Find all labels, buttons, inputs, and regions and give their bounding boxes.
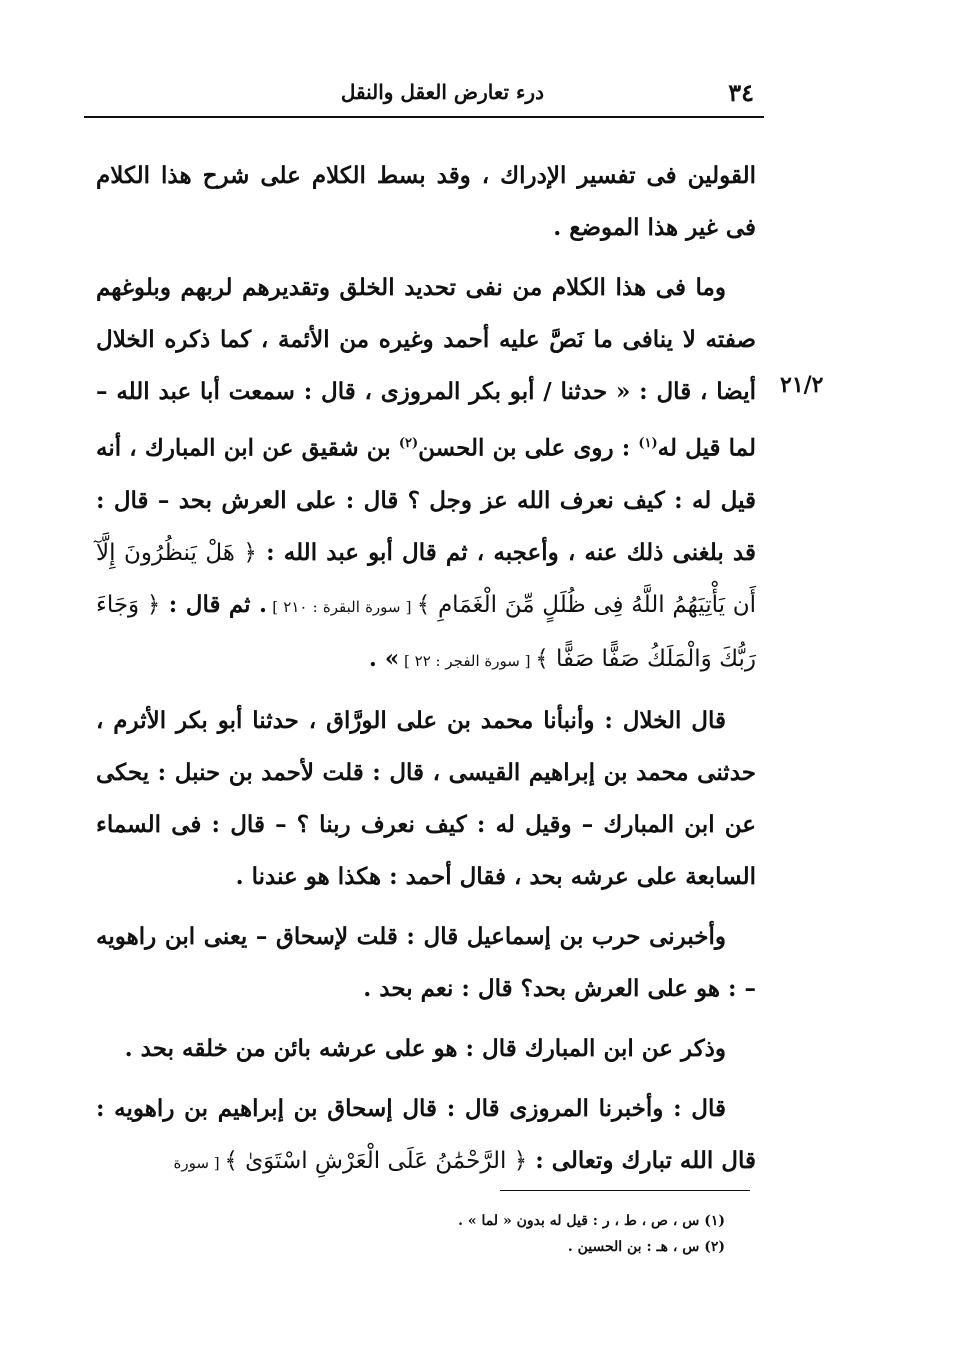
paragraph-2 (96, 262, 756, 687)
footnotes (380, 1208, 725, 1260)
margin-note: ٢١/٢ (780, 372, 824, 398)
paragraph-2-text-b: : روى على بن الحسن (418, 434, 639, 462)
paragraph-3-text: قال الخلال : وأنبأنا محمد بن على الورَّاق ، حدثنا أبو بكر الأثرم ، حدثنى محمد بن إبراهيم القيسى ، قال : قلت لأحمد بن حنبل : يحكى عن ابن المبارك – وقيل له : كيف نعرف ربنا ؟ – قال : فى السماء السابعة على عرشه بحد ، فقال أحمد : هكذا هو عندنا . (96, 706, 756, 890)
body-text (96, 150, 756, 1197)
footnote-1: (١) س ، ص ، ط ، ر : قيل له بدون « لما » . (458, 1213, 725, 1229)
page-number: ٣٤ (728, 78, 754, 107)
quran-verse-2: ﴿ وَجَاءَ رَبُّكَ وَالْمَلَكُ صَفًّا صَفًّا ﴾ (96, 591, 756, 672)
paragraph-2-text-c: بن شقيق عن ابن المبارك ، أنه قيل له : كيف نعرف الله عز وجل ؟ قال : على العرش بحد – قال : قد بلغنى ذلك عنه ، وأعجبه ، ثم قال أبو عبد الله : (96, 434, 756, 566)
paragraph-3 (96, 695, 756, 903)
paragraph-6-text: قال : وأخبرنا المروزى قال : قال إسحاق بن إبراهيم بن راهويه : قال الله تبارك وتعالى : (96, 1094, 756, 1174)
paragraph-6 (96, 1083, 756, 1189)
running-title: درء تعارض العقل والنقل (340, 80, 544, 104)
footnote-2: (٢) س ، هـ : بن الحسين . (567, 1239, 725, 1255)
surah-reference-1: [ سورة البقرة : ٢١٠ ] (267, 597, 417, 616)
header-rule (84, 116, 764, 118)
paragraph-4-text: وأخبرنى حرب بن إسماعيل قال : قلت لإسحاق – يعنى ابن راهويه – : هو على العرش بحد؟ قال : نعم بحد . (96, 922, 756, 1002)
paragraph-5-text: وذكر عن ابن المبارك قال : هو على عرشه بائن من خلقه بحد . (124, 1034, 726, 1062)
footnote-marker-1: (١) (638, 436, 658, 451)
paragraph-2-text-e: » . (368, 644, 400, 672)
quran-verse-1: ﴿ هَلْ يَنظُرُونَ إِلَّآ أَن يَأْتِيَهُمُ اللَّهُ فِى ظُلَلٍ مِّنَ الْغَمَامِ ﴾ (96, 539, 757, 618)
quran-verse-3: ﴿ الرَّحْمَٰنُ عَلَى الْعَرْشِ اسْتَوَىٰ ﴾ (224, 1147, 528, 1174)
paragraph-1-text: القولين فى تفسير الإدراك ، وقد بسط الكلام على شرح هذا الكلام فى غير هذا الموضع . (96, 162, 756, 241)
paragraph-1 (96, 150, 756, 254)
paragraph-2-text-d: . ثم قال : (160, 590, 268, 618)
paragraph-2-text-a: وما فى هذا الكلام من نفى تحديد الخلق وتقديرهم لربهم وبلوغهم صفته لا ينافى ما نَصَّ عليه أحمد وغيره من الأئمة ، كما ذكره الخلال أيضا ، قال : « حدثنا / أبو بكر المروزى ، قال : سمعت أبا عبد الله – لما قيل له (96, 274, 756, 462)
paragraph-5 (96, 1023, 756, 1075)
surah-reference-3: [ سورة (173, 1153, 225, 1172)
page-header (84, 70, 764, 114)
footnote-marker-2: (٢) (398, 436, 419, 451)
surah-reference-2: [ سورة الفجر : ٢٢ ] (399, 651, 536, 670)
footnote-rule (500, 1190, 750, 1191)
paragraph-4 (96, 911, 756, 1015)
